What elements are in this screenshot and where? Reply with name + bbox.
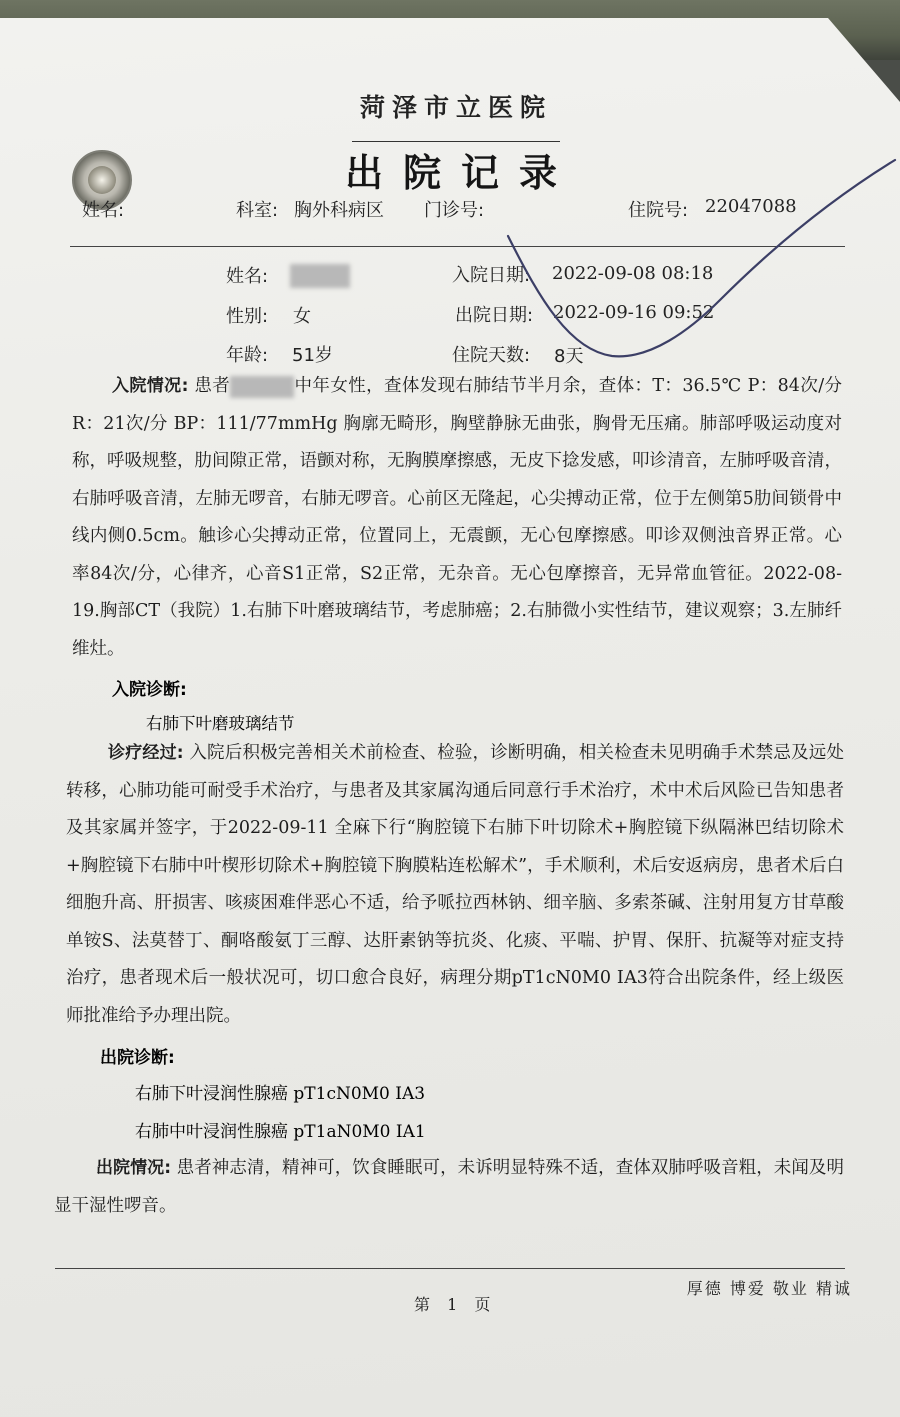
admit-date-value: 2022-09-08 08:18 [552, 263, 714, 284]
hospital-name: 菏泽市立医院 [360, 93, 553, 122]
header-inpatient-value: 22047088 [705, 196, 797, 217]
discharge-diagnosis-item-2: 右肺中叶浸润性腺癌 pT1aN0M0 ⅠA1 [135, 1122, 426, 1142]
treatment-section [66, 735, 844, 1035]
discharge-diagnosis-label: 出院诊断: [100, 1048, 175, 1068]
admission-diagnosis-item: 右肺下叶磨玻璃结节 [146, 714, 295, 733]
discharge-status-label: 出院情况: [96, 1158, 172, 1178]
gender-label: 性别: [226, 306, 269, 327]
stay-days-label: 住院天数: [452, 345, 531, 366]
page-number: 第 1 页 [414, 1295, 497, 1314]
gender-value: 女 [293, 306, 311, 327]
admission-section [72, 368, 842, 668]
treatment-label: 诊疗经过: [108, 743, 184, 763]
header-outpatient-label: 门诊号: [424, 200, 485, 221]
admission-text: 中年女性，查体发现右肺结节半月余，查体：T：36.5℃ P：84次/分 R：21次/分 BP：111/77mmHg 胸廓无畸形，胸壁静脉无曲张，胸骨无压痛。肺部呼吸运动度对称，呼吸规整，肋间隙正常，语颤对称，无胸膜摩擦感，无皮下捻发感，叩诊清音，左肺呼吸音清，右肺呼吸音清，左肺无啰音，右肺无啰音。心前区无隆起，心尖搏动正常，位于左侧第5肋间锁骨中线内侧0.5cm。触诊心尖搏动正常，位置同上，无震颤，无心包摩擦感。叩诊双侧浊音界正常。心率84次/分，心律齐，心音S1正常，S2正常，无杂音。无心包摩擦音，无异常血管征。2022-08-19.胸部CT（我院）1.右肺下叶磨玻璃结节，考虑肺癌；2.右肺微小实性结节，建议观察；3.左肺纤维灶。 [72, 376, 843, 659]
footer-motto: 厚德 博爱 敬业 精诚 [686, 1279, 852, 1298]
admission-label: 入院情况: [112, 376, 189, 396]
stay-days-value: 8天 [554, 346, 584, 367]
discharge-date-label: 出院日期: [455, 305, 534, 326]
discharge-status-section [54, 1150, 844, 1225]
header-dept-value: 胸外科病区 [294, 200, 384, 221]
discharge-date-value: 2022-09-16 09:52 [553, 302, 715, 323]
age-value: 51岁 [292, 345, 333, 366]
admission-diagnosis-label: 入院诊断: [112, 680, 187, 700]
header-dept-label: 科室: [236, 200, 279, 221]
header-inpatient-label: 住院号: [628, 200, 689, 221]
header-name-label: 姓名: [82, 200, 125, 221]
page-title: 出院记录 [345, 150, 578, 195]
treatment-text: 入院后积极完善相关术前检查、检验，诊断明确，相关检查未见明确手术禁忌及远处转移，心肺功能可耐受手术治疗，与患者及其家属沟通后同意行手术治疗，术中术后风险已告知患者及其家属并签字，于2022-09-11 全麻下行“胸腔镜下右肺下叶切除术+胸腔镜下纵隔淋巴结切除术+胸腔镜下右肺中叶楔形切除术+胸腔镜下胸膜粘连松解术”，手术顺利，术后安返病房，患者术后白细胞升高、肝损害、咳痰困难伴恶心不适，给予哌拉西林钠、细辛脑、多索茶碱、注射用复方甘草酸单铵S、法莫替丁、酮咯酸氨丁三醇、达肝素钠等抗炎、化痰、平喘、护胃、保肝、抗凝等对症支持治疗，患者现术后一般状况可，切口愈合良好，病理分期pT1cN0M0 ⅠA3符合出院条件，经上级医师批准给予办理出院。 [66, 743, 844, 1026]
admit-date-label: 入院日期: [452, 265, 531, 286]
age-label: 年龄: [226, 345, 269, 366]
discharge-status-text: 患者神志清，精神可，饮食睡眠可，未诉明显特殊不适，查体双肺呼吸音粗，未闻及明显干湿性啰音。 [54, 1158, 844, 1216]
pen-check-mark [0, 0, 900, 400]
discharge-diagnosis-item-1: 右肺下叶浸润性腺癌 pT1cN0M0 ⅠA3 [135, 1084, 426, 1104]
patient-name-label: 姓名: [226, 266, 269, 287]
footer-divider [55, 1268, 845, 1269]
admission-text-prefix: 患者 [194, 376, 231, 396]
